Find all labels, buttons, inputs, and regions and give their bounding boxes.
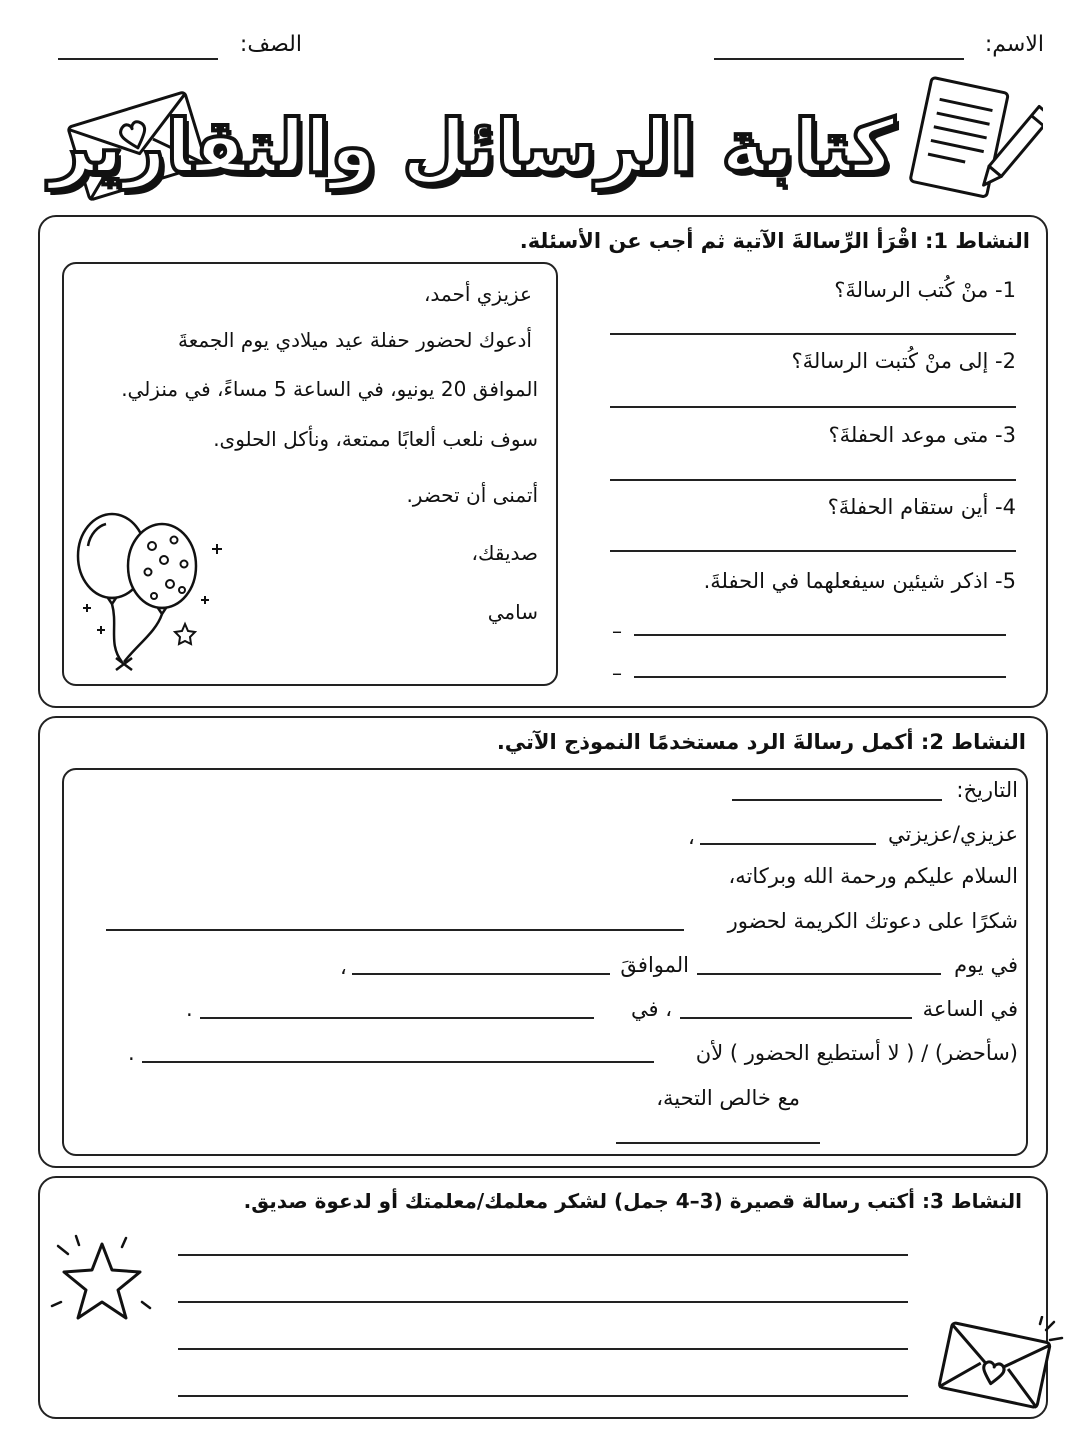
- attend-choice-text: (سأحضر) / ( لا أستطيع الحضور ) لأن: [695, 1041, 1018, 1065]
- page-title: كتابة الرسائل والتقارير: [49, 104, 895, 190]
- regards-text: مع خالص التحية،: [656, 1086, 800, 1110]
- name-label: الاسم:: [984, 32, 1044, 57]
- writing-line-1[interactable]: [178, 1254, 908, 1256]
- answer-line-5a[interactable]: [634, 634, 1006, 636]
- class-field[interactable]: [58, 58, 218, 60]
- name-field[interactable]: [714, 58, 964, 60]
- dear-comma: ،: [688, 825, 695, 849]
- at-hour-label: في الساعة: [922, 997, 1018, 1021]
- thanks-text: شكرًا على دعوتك الكريمة لحضور: [727, 909, 1018, 933]
- corresponding-label: الموافقَ: [620, 953, 689, 977]
- class-label: الصف:: [239, 32, 302, 57]
- salam-text: السلام عليكم ورحمة الله وبركاته،: [728, 864, 1018, 888]
- writing-line-2[interactable]: [178, 1301, 908, 1303]
- balloons-icon: [70, 506, 230, 678]
- dash-1: –: [612, 619, 622, 643]
- reason-period: .: [128, 1041, 135, 1065]
- answer-line-2[interactable]: [610, 406, 1016, 408]
- event-field[interactable]: [106, 929, 684, 931]
- envelope-heart-icon-small: [932, 1316, 1068, 1416]
- activity2-heading: النشاط 2: أكمل رسالةَ الرد مستخدمًا النموذج الآتي.: [496, 730, 1026, 754]
- place-field[interactable]: [200, 1017, 594, 1019]
- reason-field[interactable]: [142, 1061, 654, 1063]
- answer-line-3[interactable]: [610, 479, 1016, 481]
- letter-line-3: سوف نلعب ألعابًا ممتعة، ونأكل الحلوى.: [213, 427, 538, 451]
- writing-line-3[interactable]: [178, 1348, 908, 1350]
- answer-line-4[interactable]: [610, 550, 1016, 552]
- question-2: 2- إلى منْ كُتبت الرسالةَ؟: [791, 349, 1016, 373]
- signature-field[interactable]: [616, 1142, 820, 1144]
- activity3-heading: النشاط 3: أكتب رسالة قصيرة (3–4 جمل) لشكر معلمك/معلمتك أو لدعوة صديق.: [243, 1189, 1022, 1213]
- reply-form-box: [62, 768, 1028, 1156]
- corresponding-date-field[interactable]: [352, 973, 610, 975]
- date-field[interactable]: [732, 799, 942, 801]
- letter-line-4: أتمنى أن تحضر.: [406, 483, 538, 507]
- dear-label: عزيزي/عزيزتي: [888, 822, 1018, 846]
- hour-field[interactable]: [680, 1017, 912, 1019]
- in-place-label: ، في: [631, 997, 672, 1021]
- day-field[interactable]: [697, 973, 941, 975]
- notepad-pencil-icon: [898, 76, 1043, 201]
- star-icon: [46, 1232, 158, 1328]
- letter-greeting: عزيزي أحمد،: [423, 282, 532, 306]
- activity1-heading: النشاط 1: اقْرَأ الرِّسالةَ الآتية ثم أجب عن الأسئلة.: [519, 229, 1030, 253]
- question-1: 1- منْ كُتب الرسالةَ؟: [834, 278, 1016, 302]
- letter-closing: صديقك،: [471, 541, 538, 565]
- hour-period: .: [186, 997, 193, 1021]
- recipient-field[interactable]: [700, 843, 876, 845]
- day-comma: ،: [340, 955, 347, 979]
- dash-2: –: [612, 661, 622, 685]
- answer-line-1[interactable]: [610, 333, 1016, 335]
- writing-line-4[interactable]: [178, 1395, 908, 1397]
- question-4: 4- أين ستقام الحفلةَ؟: [827, 495, 1016, 519]
- answer-line-5b[interactable]: [634, 676, 1006, 678]
- question-3: 3- متى موعد الحفلةَ؟: [828, 423, 1016, 447]
- date-label: التاريخ:: [956, 778, 1018, 802]
- on-day-label: في يوم: [954, 953, 1018, 977]
- letter-line-1: أدعوك لحضور حفلة عيد ميلادي يوم الجمعةَ: [177, 328, 532, 352]
- question-5: 5- اذكر شيئين سيفعلهما في الحفلةَ.: [703, 569, 1016, 593]
- letter-signature: سامي: [487, 600, 538, 624]
- letter-line-2: الموافق 20 يونيو، في الساعة 5 مساءً، في منزلي.: [121, 377, 538, 401]
